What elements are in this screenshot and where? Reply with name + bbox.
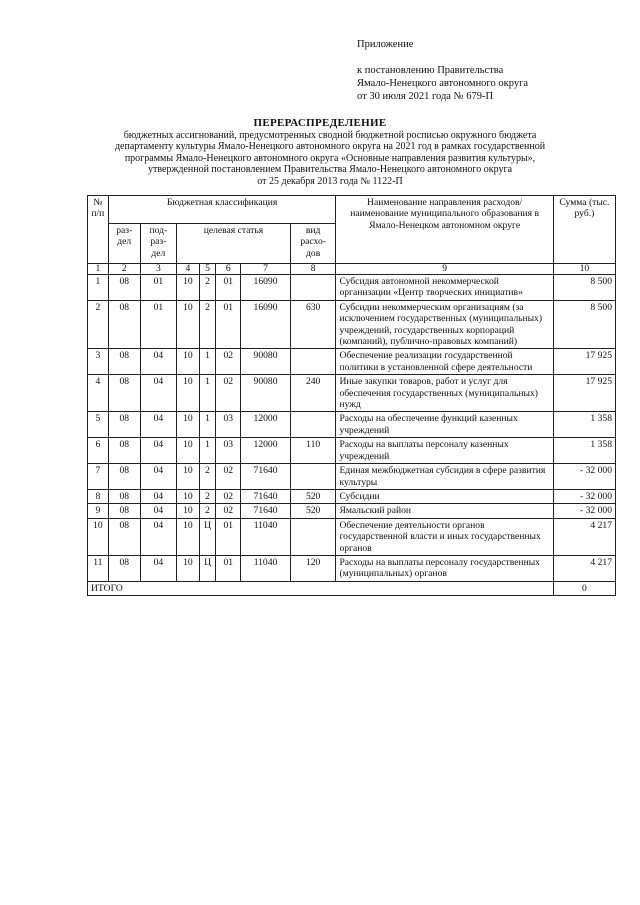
subtitle-line: утвержденной постановлением Правительства Ямало-Ненецкого автономного округа bbox=[147, 164, 513, 176]
table-row bbox=[88, 349, 616, 375]
cell-target-subprogram: 2 bbox=[199, 300, 216, 349]
table-body bbox=[88, 275, 616, 582]
appendix-line-1: к постановлению Правительства bbox=[357, 65, 504, 76]
cell-target-program: 10 bbox=[177, 504, 200, 518]
cell-target-program: 10 bbox=[177, 412, 200, 438]
header-podrazdel: под-раз-дел bbox=[140, 224, 176, 264]
header-row bbox=[88, 196, 616, 224]
cell-sum: 17 925 bbox=[553, 375, 615, 412]
cell-target-program: 10 bbox=[177, 349, 200, 375]
cell-sum: - 32 000 bbox=[553, 504, 615, 518]
cell-target-subprogram: 1 bbox=[199, 412, 216, 438]
cell-target-subprogram: Ц bbox=[199, 555, 216, 581]
cell-target-program: 10 bbox=[177, 275, 200, 301]
cell-vid bbox=[290, 464, 336, 490]
cell-sum: 4 217 bbox=[553, 518, 615, 555]
cell-target-subprogram: 1 bbox=[199, 349, 216, 375]
cell-target-direction: 90080 bbox=[241, 349, 291, 375]
cell-num: 8 bbox=[88, 489, 109, 503]
cell-target-direction: 16090 bbox=[241, 300, 291, 349]
cell-razdel: 08 bbox=[108, 555, 140, 581]
header-sum: Сумма (тыс. руб.) bbox=[553, 196, 615, 264]
cell-target-program: 10 bbox=[177, 464, 200, 490]
total-row bbox=[88, 581, 616, 595]
header-name: Наименование направления расходов/наименование муниципального образования в Ямало-Ненецком автономном округе bbox=[336, 196, 553, 264]
table-row bbox=[88, 275, 616, 301]
cell-vid bbox=[290, 275, 336, 301]
cell-vid bbox=[290, 412, 336, 438]
cell-target-event: 02 bbox=[216, 489, 241, 503]
cell-num: 3 bbox=[88, 349, 109, 375]
cell-name: Ямальский район bbox=[336, 504, 553, 518]
cell-target-event: 02 bbox=[216, 349, 241, 375]
cell-target-program: 10 bbox=[177, 300, 200, 349]
header-target: целевая статья bbox=[177, 224, 291, 264]
appendix-line-2: Ямало-Ненецкого автономного округа bbox=[357, 78, 529, 89]
cell-vid: 110 bbox=[290, 438, 336, 464]
total-label: ИТОГО bbox=[88, 581, 554, 595]
cell-target-program: 10 bbox=[177, 518, 200, 555]
cell-target-subprogram: 2 bbox=[199, 504, 216, 518]
cell-sum: - 32 000 bbox=[553, 489, 615, 503]
cell-sum: 8 500 bbox=[553, 275, 615, 301]
cell-razdel: 08 bbox=[108, 438, 140, 464]
cell-target-event: 01 bbox=[216, 555, 241, 581]
cell-num: 9 bbox=[88, 504, 109, 518]
cell-target-program: 10 bbox=[177, 555, 200, 581]
table-row bbox=[88, 438, 616, 464]
subtitle-line: бюджетных ассигнований, предусмотренных сводной бюджетной росписью окружного бюджета bbox=[123, 130, 537, 141]
cell-target-event: 01 bbox=[216, 518, 241, 555]
cell-name: Иные закупки товаров, работ и услуг для обеспечения государственных (муниципальных) нужд bbox=[336, 375, 553, 412]
cell-sum: 4 217 bbox=[553, 555, 615, 581]
cell-sum: 8 500 bbox=[553, 300, 615, 349]
cell-podrazdel: 04 bbox=[140, 438, 176, 464]
table-row bbox=[88, 464, 616, 490]
column-number: 7 bbox=[241, 264, 291, 275]
cell-target-program: 10 bbox=[177, 375, 200, 412]
cell-podrazdel: 04 bbox=[140, 504, 176, 518]
cell-name: Субсидия автономной некоммерческой организации «Центр творческих инициатив» bbox=[336, 275, 553, 301]
cell-target-direction: 11040 bbox=[241, 555, 291, 581]
column-number: 5 bbox=[199, 264, 216, 275]
table-row bbox=[88, 518, 616, 555]
cell-target-subprogram: 1 bbox=[199, 375, 216, 412]
header-num: № п/п bbox=[88, 196, 109, 264]
table-row bbox=[88, 555, 616, 581]
cell-name: Обеспечение реализации государственной политики в установленной сфере деятельности bbox=[336, 349, 553, 375]
cell-target-event: 01 bbox=[216, 275, 241, 301]
cell-razdel: 08 bbox=[108, 300, 140, 349]
cell-razdel: 08 bbox=[108, 412, 140, 438]
table-row bbox=[88, 489, 616, 503]
cell-name: Субсидии некоммерческим организациям (за исключением государственных (муниципальных) учреждений, государственных корпораций (компаний), публично-правовых компаний) bbox=[336, 300, 553, 349]
subtitle-line: департаменту культуры Ямало-Ненецкого автономного округа на 2021 год в рамках государственной bbox=[114, 141, 546, 153]
cell-num: 4 bbox=[88, 375, 109, 412]
table-row bbox=[88, 504, 616, 518]
cell-target-event: 03 bbox=[216, 412, 241, 438]
cell-name: Расходы на выплаты персоналу государственных (муниципальных) органов bbox=[336, 555, 553, 581]
subtitle-line: программы Ямало-Ненецкого автономного округа «Основные направления развития культуры», bbox=[124, 152, 536, 164]
appendix-line-3: от 30 июля 2021 года № 679-П bbox=[357, 91, 494, 102]
column-number: 3 bbox=[140, 264, 176, 275]
cell-name: Единая межбюджетная субсидия в сфере развития культуры bbox=[336, 464, 553, 490]
cell-razdel: 08 bbox=[108, 464, 140, 490]
cell-num: 5 bbox=[88, 412, 109, 438]
cell-num: 1 bbox=[88, 275, 109, 301]
header-razdel: раз-дел bbox=[108, 224, 140, 264]
cell-target-subprogram: Ц bbox=[199, 518, 216, 555]
column-number: 9 bbox=[336, 264, 553, 275]
cell-podrazdel: 04 bbox=[140, 555, 176, 581]
cell-podrazdel: 01 bbox=[140, 300, 176, 349]
table-row bbox=[88, 412, 616, 438]
cell-target-direction: 71640 bbox=[241, 489, 291, 503]
cell-num: 2 bbox=[88, 300, 109, 349]
header-vid: вид расхо-дов bbox=[290, 224, 336, 264]
cell-podrazdel: 04 bbox=[140, 375, 176, 412]
cell-target-event: 01 bbox=[216, 300, 241, 349]
document-subtitle bbox=[70, 130, 590, 187]
cell-name: Обеспечение деятельности органов государственной власти и иных государственных органов bbox=[336, 518, 553, 555]
subtitle-line: от 25 декабря 2013 года № 1122-П bbox=[257, 175, 403, 187]
cell-podrazdel: 04 bbox=[140, 518, 176, 555]
appendix-title: Приложение bbox=[357, 39, 414, 50]
cell-target-subprogram: 2 bbox=[199, 489, 216, 503]
cell-podrazdel: 04 bbox=[140, 349, 176, 375]
cell-target-subprogram: 2 bbox=[199, 275, 216, 301]
cell-target-direction: 90080 bbox=[241, 375, 291, 412]
document-title: ПЕРЕРАСПРЕДЕЛЕНИЕ bbox=[253, 117, 387, 129]
column-number: 4 bbox=[177, 264, 200, 275]
cell-target-direction: 11040 bbox=[241, 518, 291, 555]
cell-target-direction: 71640 bbox=[241, 464, 291, 490]
column-number: 10 bbox=[553, 264, 615, 275]
cell-target-subprogram: 2 bbox=[199, 464, 216, 490]
cell-sum: - 32 000 bbox=[553, 464, 615, 490]
cell-razdel: 08 bbox=[108, 518, 140, 555]
column-number-row bbox=[88, 264, 616, 275]
cell-vid: 240 bbox=[290, 375, 336, 412]
cell-sum: 1 358 bbox=[553, 438, 615, 464]
column-number: 2 bbox=[108, 264, 140, 275]
cell-num: 7 bbox=[88, 464, 109, 490]
cell-razdel: 08 bbox=[108, 375, 140, 412]
cell-vid bbox=[290, 349, 336, 375]
column-number: 6 bbox=[216, 264, 241, 275]
cell-vid: 120 bbox=[290, 555, 336, 581]
cell-target-direction: 12000 bbox=[241, 412, 291, 438]
column-number: 1 bbox=[88, 264, 109, 275]
cell-target-event: 02 bbox=[216, 375, 241, 412]
cell-num: 10 bbox=[88, 518, 109, 555]
cell-target-program: 10 bbox=[177, 438, 200, 464]
cell-target-event: 03 bbox=[216, 438, 241, 464]
table-row bbox=[88, 300, 616, 349]
cell-vid: 520 bbox=[290, 489, 336, 503]
cell-razdel: 08 bbox=[108, 489, 140, 503]
cell-sum: 1 358 bbox=[553, 412, 615, 438]
cell-podrazdel: 04 bbox=[140, 464, 176, 490]
cell-target-direction: 12000 bbox=[241, 438, 291, 464]
appendix-block bbox=[357, 38, 528, 103]
cell-name: Субсидии bbox=[336, 489, 553, 503]
cell-num: 6 bbox=[88, 438, 109, 464]
cell-podrazdel: 01 bbox=[140, 275, 176, 301]
cell-podrazdel: 04 bbox=[140, 412, 176, 438]
budget-table bbox=[87, 195, 616, 596]
cell-target-subprogram: 1 bbox=[199, 438, 216, 464]
total-value: 0 bbox=[553, 581, 615, 595]
cell-target-event: 02 bbox=[216, 464, 241, 490]
column-number: 8 bbox=[290, 264, 336, 275]
cell-vid: 630 bbox=[290, 300, 336, 349]
table-row bbox=[88, 375, 616, 412]
cell-num: 11 bbox=[88, 555, 109, 581]
cell-name: Расходы на обеспечение функций казенных учреждений bbox=[336, 412, 553, 438]
header-classification: Бюджетная классификация bbox=[108, 196, 336, 224]
cell-target-event: 02 bbox=[216, 504, 241, 518]
cell-target-direction: 16090 bbox=[241, 275, 291, 301]
cell-target-program: 10 bbox=[177, 489, 200, 503]
cell-target-direction: 71640 bbox=[241, 504, 291, 518]
cell-razdel: 08 bbox=[108, 275, 140, 301]
cell-name: Расходы на выплаты персоналу казенных учреждений bbox=[336, 438, 553, 464]
cell-razdel: 08 bbox=[108, 504, 140, 518]
cell-vid: 520 bbox=[290, 504, 336, 518]
cell-sum: 17 925 bbox=[553, 349, 615, 375]
cell-vid bbox=[290, 518, 336, 555]
cell-podrazdel: 04 bbox=[140, 489, 176, 503]
cell-razdel: 08 bbox=[108, 349, 140, 375]
